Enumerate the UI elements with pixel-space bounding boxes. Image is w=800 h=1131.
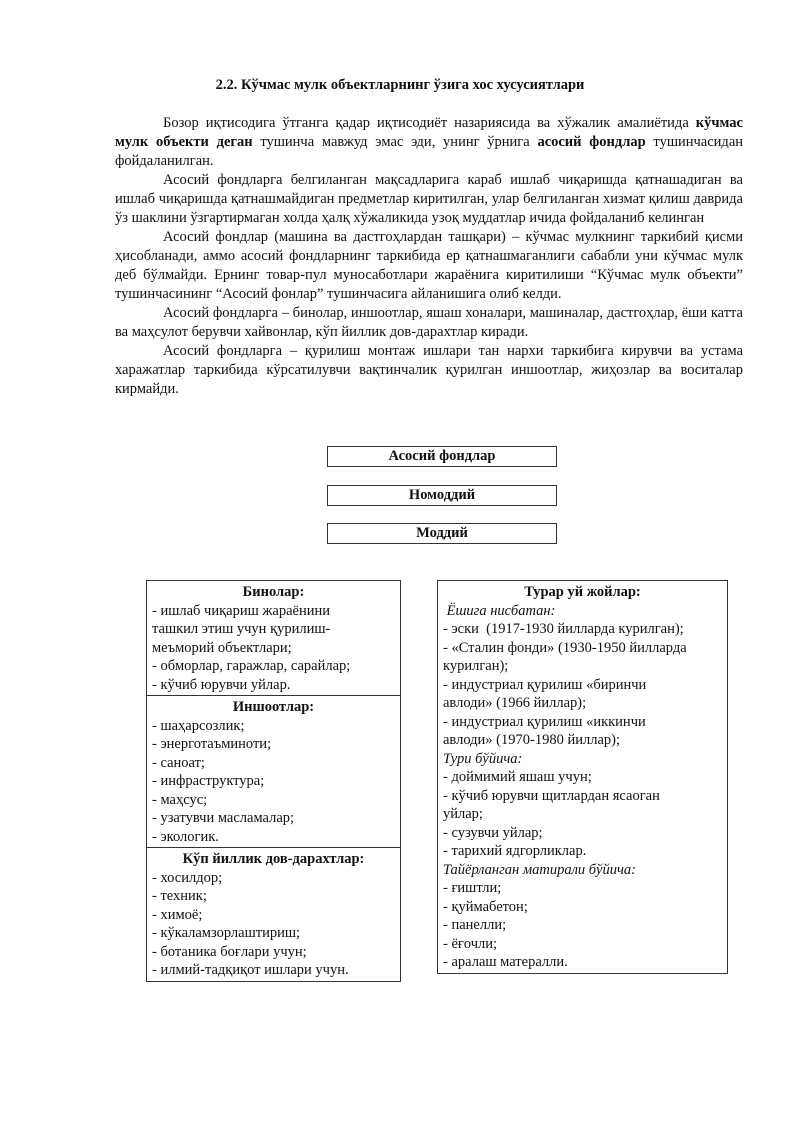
list-item: - кўкаламзорлаштириш; — [152, 925, 301, 941]
diagram-box-fixed-assets: Асосий фондлар — [327, 446, 557, 467]
right-panel — [437, 580, 728, 974]
list-item: - ёғочли; — [443, 935, 498, 952]
list-item: меъморий объектлари; — [152, 639, 292, 656]
list-item: авлоди» (1966 йиллар); — [443, 695, 587, 711]
paragraph-1-part-c: тушинча мавжуд эмас эди, унинг ўрнига — [252, 134, 538, 150]
housing-title: Турар уй жойлар: — [524, 584, 641, 600]
diagram-box-tangible: Моддий — [327, 523, 557, 544]
list-item: - маҳсус; — [152, 791, 208, 808]
list-item: - ботаника боғлари учун; — [152, 943, 307, 960]
list-item: - кўчиб юрувчи щитлардан ясаоган — [443, 787, 660, 804]
paragraph-1 — [115, 114, 743, 171]
diagram-box-intangible: Номоддий — [327, 485, 557, 506]
list-item: - саноат; — [152, 754, 205, 771]
list-item: уйлар; — [443, 806, 483, 822]
by-material-subtitle: Тайёрланган матирали бўйича: — [443, 861, 636, 878]
list-item: ташкил этиш учун қурилиш- — [152, 621, 331, 637]
paragraph-4: Асосий фондларга – бинолар, иншоотлар, яшаш хоналари, машиналар, дастгоҳлар, ёши катта ва маҳсулот берувчи хайвонлар, кўп йиллик дов-дарахтлар киради. — [115, 305, 743, 340]
list-item: - шаҳарсозлик; — [152, 717, 245, 734]
list-item: - кўчиб юрувчи уйлар. — [152, 676, 291, 693]
left-panel — [146, 580, 401, 982]
by-type-subtitle: Тури бўйича: — [443, 750, 523, 767]
paragraph-1-bold-term-a: кўчмас мулк объекти деган — [115, 115, 743, 150]
list-item: - экологик. — [152, 828, 219, 845]
list-item: - химоё; — [152, 906, 203, 923]
list-item: - техник; — [152, 888, 207, 904]
buildings-section — [147, 581, 400, 695]
list-item: авлоди» (1970-1980 йиллар); — [443, 732, 620, 748]
housing-section — [438, 581, 727, 973]
list-item: - индустриал қурилиш «биринчи — [443, 676, 647, 693]
structures-section — [147, 695, 400, 847]
list-item: курилган); — [443, 658, 509, 674]
perennial-trees-section — [147, 847, 400, 981]
paragraph-1-part-e: тушинчасидан фойдаланилган. — [115, 134, 744, 169]
list-item: - аралаш матералли. — [443, 954, 568, 970]
list-item: - обморлар, гаражлар, сарайлар; — [152, 658, 351, 674]
list-item: - «Сталин фонди» (1930-1950 йилларда — [443, 639, 687, 656]
perennial-trees-title: Кўп йиллик дов-дарахтлар: — [182, 851, 365, 867]
paragraph-2: Асосий фондларга белгиланган мақсадларига караб ишлаб чиқаришда қатнашадиган ва ишлаб чиқаришда қатнашмайдиган предметлар киритилган, улар белгиланган хизмат қилиш даврида ўз шаклини ўзгартирмаган холда ҳалқ хўжаликида узоқ муддатлар ичида фойдаланиб келинган — [115, 172, 743, 226]
list-item: - тарихий ядгорликлар. — [443, 843, 587, 859]
by-age-subtitle: Ёшига нисбатан: — [443, 602, 556, 619]
list-item: - эски (1917-1930 йилларда курилган); — [443, 621, 684, 637]
buildings-title: Бинолар: — [242, 584, 305, 600]
list-item: - хосилдор; — [152, 869, 223, 886]
list-item: - энерготаъминоти; — [152, 736, 272, 752]
list-item: - узатувчи масламалар; — [152, 810, 295, 826]
paragraph-5: Асосий фондларга – қурилиш монтаж ишлари тан нархи таркибига кирувчи ва устама харажатлар таркибида кўрсатилувчи вақтинчалик қурилган иншоотлар, жиҳозлар ва воситалар кирмайди. — [115, 343, 743, 397]
body-text — [115, 114, 743, 399]
section-heading: 2.2. Кўчмас мулк объектларнинг ўзига хос хусусиятлари — [215, 77, 585, 93]
paragraph-1-part-a: Бозор иқтисодига ўтганга қадар иқтисодиёт назариясида ва хўжалик амалиётида — [163, 115, 696, 131]
list-item: - инфраструктура; — [152, 773, 265, 789]
list-item: - ғиштли; — [443, 880, 502, 896]
list-item: - сузувчи уйлар; — [443, 824, 543, 841]
paragraph-3: Асосий фондлар (машина ва дастгоҳлардан ташқари) – кўчмас мулкнинг таркибий қисми ҳисобланади, аммо асосий фондларнинг таркибида ер қатнашмаганлиги сабабли уни кўчмас мулк деб бўлмайди. Ернинг товар-пул муносаботлари жараёнига киритилиши “Кўчмас мулк объекти” тушинчасининг “Асоcий фонлар” тушинчасига айланишига олиб келди. — [115, 229, 743, 302]
paragraph-1-bold-term-b: асосий фондлар — [537, 134, 646, 150]
structures-title: Иншоотлар: — [232, 699, 315, 715]
list-item: - илмий-тадқиқот ишлари учун. — [152, 962, 349, 978]
list-item: - қуймабетон; — [443, 898, 528, 915]
list-item: - индустриал қурилиш «иккинчи — [443, 713, 646, 730]
list-item: - ишлаб чиқариш жараёнини — [152, 602, 331, 619]
list-item: - панелли; — [443, 917, 507, 933]
list-item: - доймимий яшаш учун; — [443, 769, 592, 785]
